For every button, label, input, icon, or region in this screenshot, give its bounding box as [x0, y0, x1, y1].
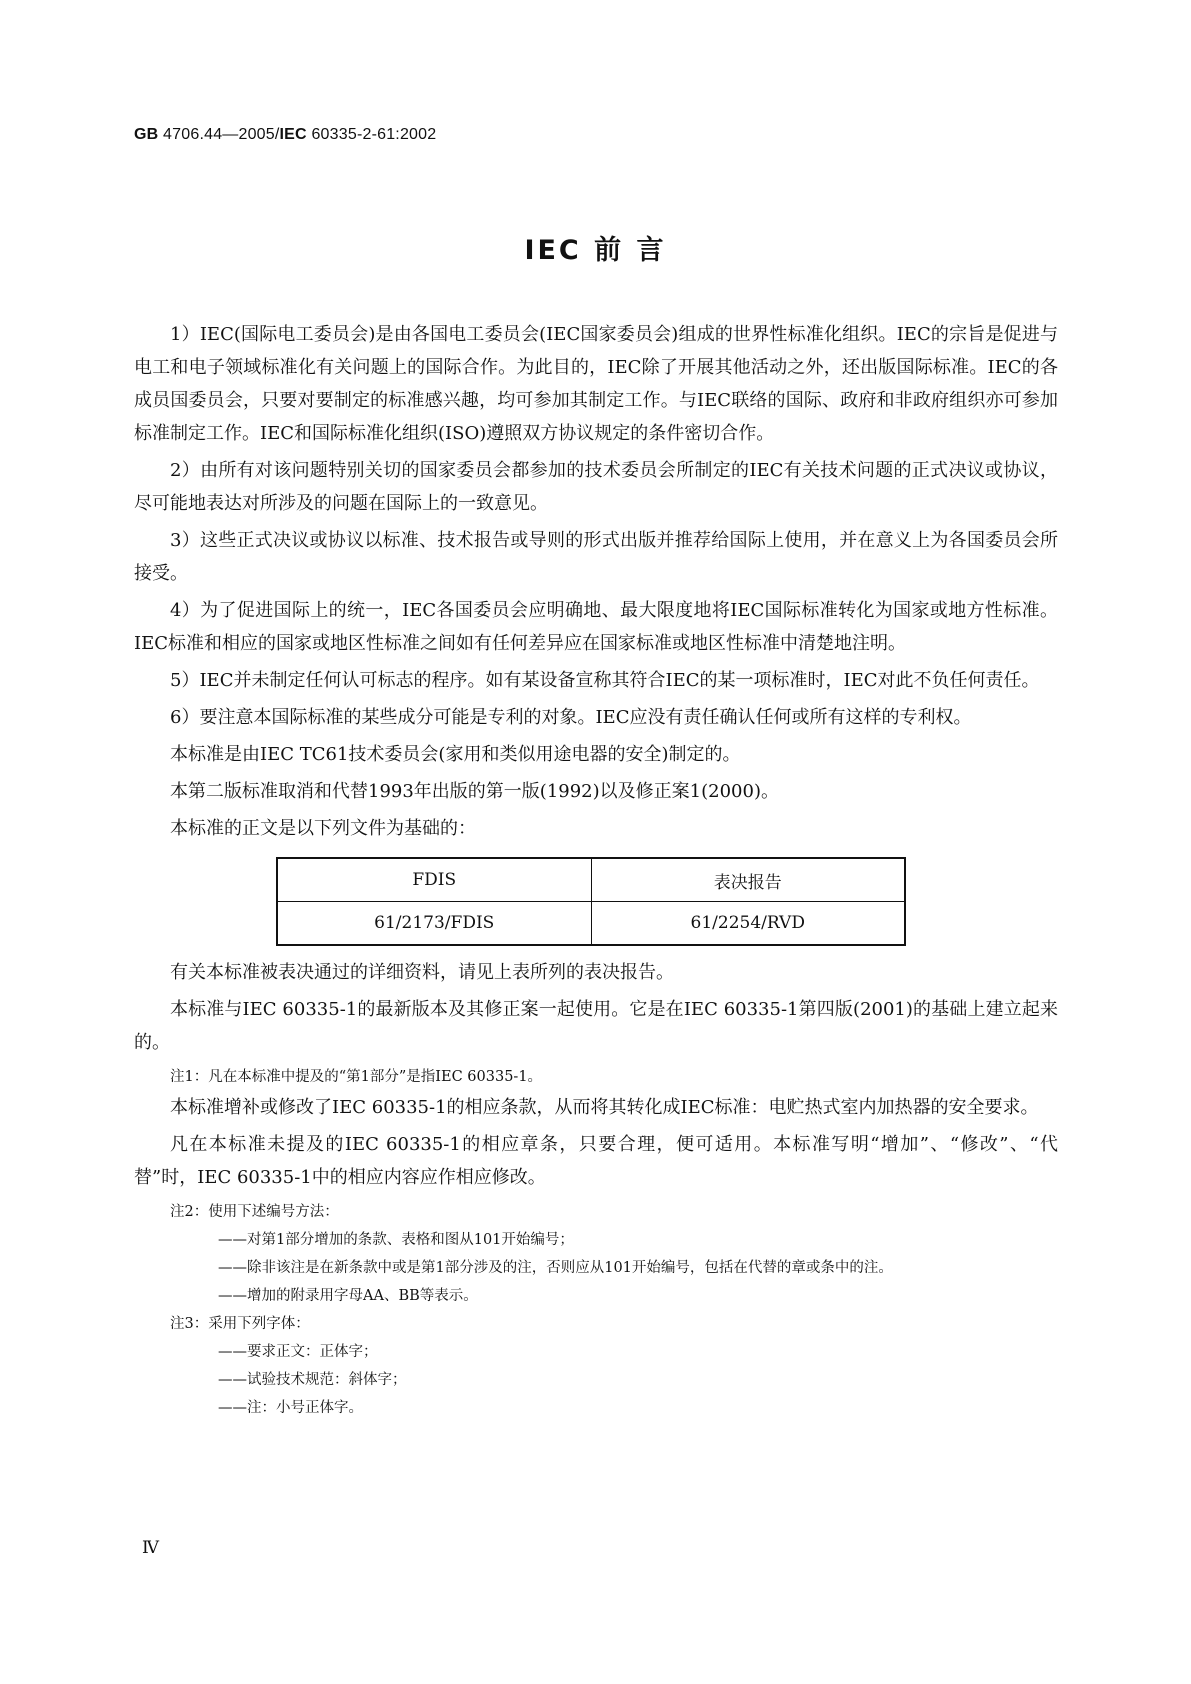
note-3-label: 注3：采用下列字体：: [170, 1316, 310, 1332]
paragraph-applicability: 凡在本标准未提及的IEC 60335-1的相应章条，只要合理，便可适用。本标准写明“增加”、“修改”、“代替”时，IEC 60335-1中的相应内容应作相应修改。: [134, 1134, 1058, 1188]
paragraph-edition: 本第二版标准取消和代替1993年出版的第一版(1992)以及修正案1(2000)。: [170, 781, 779, 802]
paragraph-vote-details: 有关本标准被表决通过的详细资料，请见上表所列的表决报告。: [170, 962, 674, 983]
table-header-row: [277, 858, 905, 902]
note-3-item: ——要求正文：正体字；: [218, 1344, 378, 1360]
header-iec-number: 60335-2-61:2002: [306, 126, 437, 143]
paragraph-supplement: 本标准增补或修改了IEC 60335-1的相应条款，从而将其转化成IEC标准：电贮热式室内加热器的安全要求。: [170, 1097, 1039, 1118]
paragraph-6: 6）要注意本国际标准的某些成分可能是专利的对象。IEC应没有责任确认任何或所有这样的专利权。: [170, 707, 972, 728]
paragraph-basis: 本标准的正文是以下列文件为基础的：: [170, 818, 476, 839]
header-gb: GB: [134, 126, 159, 143]
basis-table: [276, 857, 906, 946]
document-header: [134, 126, 436, 144]
note-1: 注1：凡在本标准中提及的“第1部分”是指IEC 60335-1。: [170, 1069, 543, 1085]
table-cell-rvd: 61/2254/RVD: [591, 902, 905, 946]
header-gb-number: 4706.44—2005/: [158, 126, 280, 143]
paragraph-4: 4）为了促进国际上的统一，IEC各国委员会应明确地、最大限度地将IEC国际标准转化为国家或地方性标准。IEC标准和相应的国家或地区性标准之间如有任何差异应在国家标准或地区性标准中清楚地注明。: [134, 600, 1058, 654]
paragraph-3: 3）这些正式决议或协议以标准、技术报告或导则的形式出版并推荐给国际上使用，并在意义上为各国委员会所接受。: [134, 530, 1058, 584]
note-2-label: 注2：使用下述编号方法：: [170, 1204, 339, 1220]
table-row: [277, 902, 905, 946]
note-2-item: ——对第1部分增加的条款、表格和图从101开始编号；: [218, 1232, 574, 1248]
note-2-item: ——除非该注是在新条款中或是第1部分涉及的注，否则应从101开始编号，包括在代替的章或条中的注。: [218, 1260, 893, 1276]
paragraph-1: 1）IEC(国际电工委员会)是由各国电工委员会(IEC国家委员会)组成的世界性标准化组织。IEC的宗旨是促进与电工和电子领域标准化有关问题上的国际合作。为此目的，IEC除了开展其他活动之外，还出版国际标准。IEC的各成员国委员会，只要对要制定的标准感兴趣，均可参加其制定工作。与IEC联络的国际、政府和非政府组织亦可参加标准制定工作。IEC和国际标准化组织(ISO)遵照双方协议规定的条件密切合作。: [134, 324, 1058, 444]
document-body: [134, 318, 1058, 1422]
table-header-fdis: FDIS: [277, 858, 591, 902]
paragraph-5: 5）IEC并未制定任何认可标志的程序。如有某设备宣称其符合IEC的某一项标准时，IEC对此不负任何责任。: [170, 670, 1040, 691]
header-iec: IEC: [279, 126, 307, 143]
paragraph-2: 2）由所有对该问题特别关切的国家委员会都参加的技术委员会所制定的IEC有关技术问题的正式决议或协议，尽可能地表达对所涉及的问题在国际上的一致意见。: [134, 460, 1058, 514]
table-header-vote-report: 表决报告: [591, 858, 905, 902]
page-number: Ⅳ: [142, 1538, 159, 1558]
paragraph-committee: 本标准是由IEC TC61技术委员会(家用和类似用途电器的安全)制定的。: [170, 744, 741, 765]
page-title: IEC 前 言: [524, 235, 667, 266]
note-3-item: ——试验技术规范：斜体字；: [218, 1372, 407, 1388]
note-3-item: ——注：小号正体字。: [218, 1400, 363, 1416]
paragraph-usage: 本标准与IEC 60335-1的最新版本及其修正案一起使用。它是在IEC 60335-1第四版(2001)的基础上建立起来的。: [134, 999, 1058, 1053]
table-cell-fdis: 61/2173/FDIS: [277, 902, 591, 946]
note-2-item: ——增加的附录用字母AA、BB等表示。: [218, 1288, 478, 1304]
